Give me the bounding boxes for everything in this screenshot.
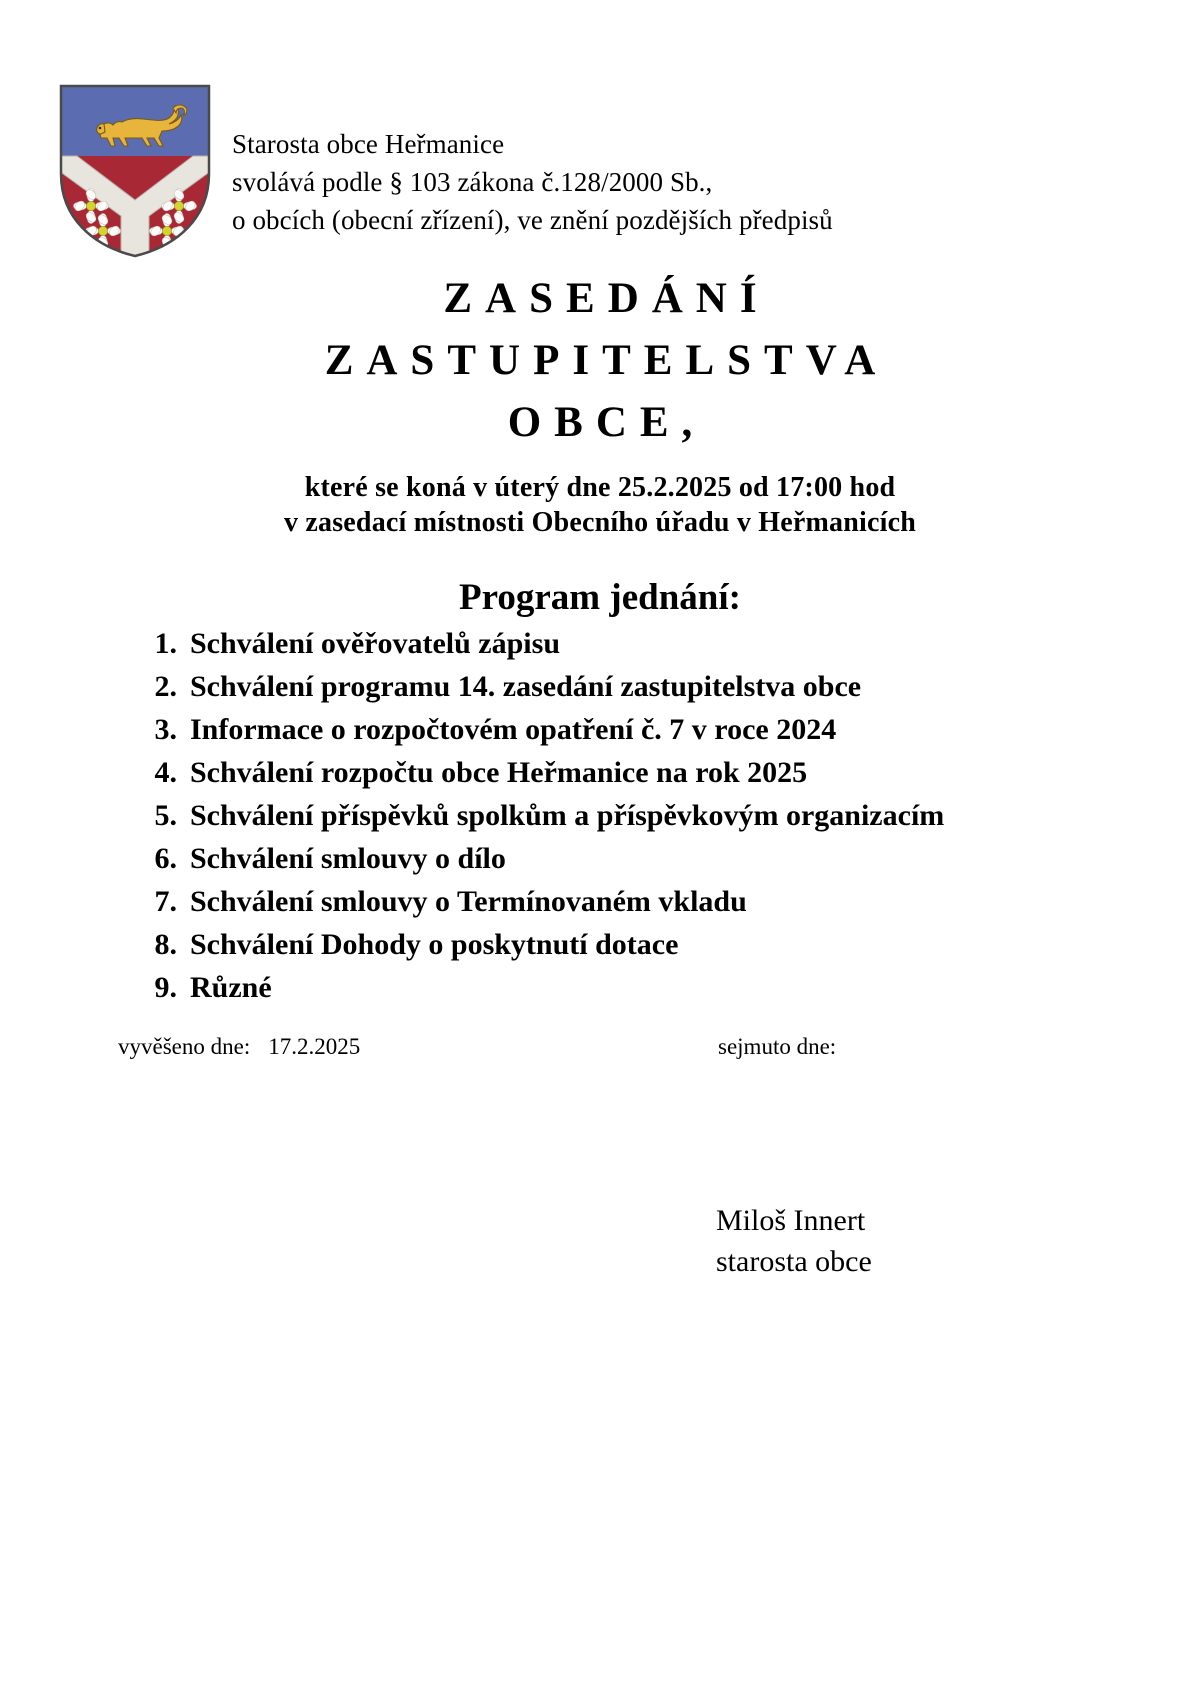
- coat-of-arms-icon: [55, 82, 215, 260]
- title-line-1: ZASEDÁNÍ: [443, 275, 770, 322]
- list-item-label: Schválení ověřovatelů zápisu: [190, 627, 561, 660]
- header-line-3: o obcích (obecní zřízení), ve znění pozdějších předpisů: [232, 205, 833, 235]
- title-line-3: OBCE,: [507, 399, 706, 446]
- list-item-label: Schválení programu 14. zasedání zastupitelstva obce: [190, 670, 862, 703]
- list-item-label: Informace o rozpočtovém opatření č. 7 v roce 2024: [190, 713, 837, 746]
- list-item: [133, 622, 1133, 665]
- list-item: [133, 837, 1133, 880]
- signatory-role: starosta obce: [716, 1245, 872, 1278]
- list-item: [133, 880, 1133, 923]
- list-item: [133, 751, 1133, 794]
- meeting-datetime: které se koná v úterý dne 25.2.2025 od 17:00 hod: [304, 472, 896, 503]
- list-item-number: 8.: [154, 928, 177, 961]
- posted-date-group: [118, 1032, 360, 1062]
- posting-dates-row: [0, 1032, 1200, 1062]
- list-item-label: Různé: [190, 971, 272, 1004]
- header-line-1: Starosta obce Heřmanice: [232, 129, 505, 159]
- posted-date-label: vyvěšeno dne:: [118, 1034, 251, 1059]
- signature-block: [716, 1200, 872, 1282]
- header-line-2: svolává podle § 103 zákona č.128/2000 Sb.,: [232, 167, 713, 197]
- list-item-label: Schválení smlouvy o dílo: [190, 842, 506, 875]
- list-item: [133, 665, 1133, 708]
- list-item-label: Schválení smlouvy o Termínovaném vkladu: [190, 885, 747, 918]
- list-item-number: 5.: [154, 799, 177, 832]
- list-item-number: 2.: [154, 670, 177, 703]
- list-item: [133, 794, 1133, 837]
- list-item-number: 9.: [154, 971, 177, 1004]
- posted-date-value: 17.2.2025: [268, 1034, 361, 1059]
- list-item-number: 4.: [154, 756, 177, 789]
- program-list: [133, 622, 1133, 1009]
- program-heading: Program jednání:: [459, 577, 741, 618]
- list-item: [133, 923, 1133, 966]
- signatory-name: Miloš Innert: [716, 1204, 866, 1237]
- meeting-details: [0, 470, 1200, 540]
- list-item-number: 1.: [154, 627, 177, 660]
- title-line-2: ZASTUPITELSTVA: [324, 337, 889, 384]
- list-item-label: Schválení rozpočtu obce Heřmanice na rok 2025: [190, 756, 808, 789]
- page-title: [0, 268, 1200, 454]
- list-item-label: Schválení Dohody o poskytnutí dotace: [190, 928, 679, 961]
- removed-date-group: [718, 1032, 836, 1062]
- list-item: [133, 708, 1133, 751]
- list-item-label: Schválení příspěvků spolkům a příspěvkovým organizacím: [190, 799, 945, 832]
- header-intro-text: [232, 125, 992, 239]
- document-header: [0, 0, 1200, 270]
- list-item-number: 7.: [154, 885, 177, 918]
- list-item-number: 3.: [154, 713, 177, 746]
- meeting-venue: v zasedací místnosti Obecního úřadu v Heřmanicích: [283, 507, 917, 538]
- list-item: [133, 966, 1133, 1009]
- removed-date-label: sejmuto dne:: [718, 1034, 837, 1059]
- list-item-number: 6.: [154, 842, 177, 875]
